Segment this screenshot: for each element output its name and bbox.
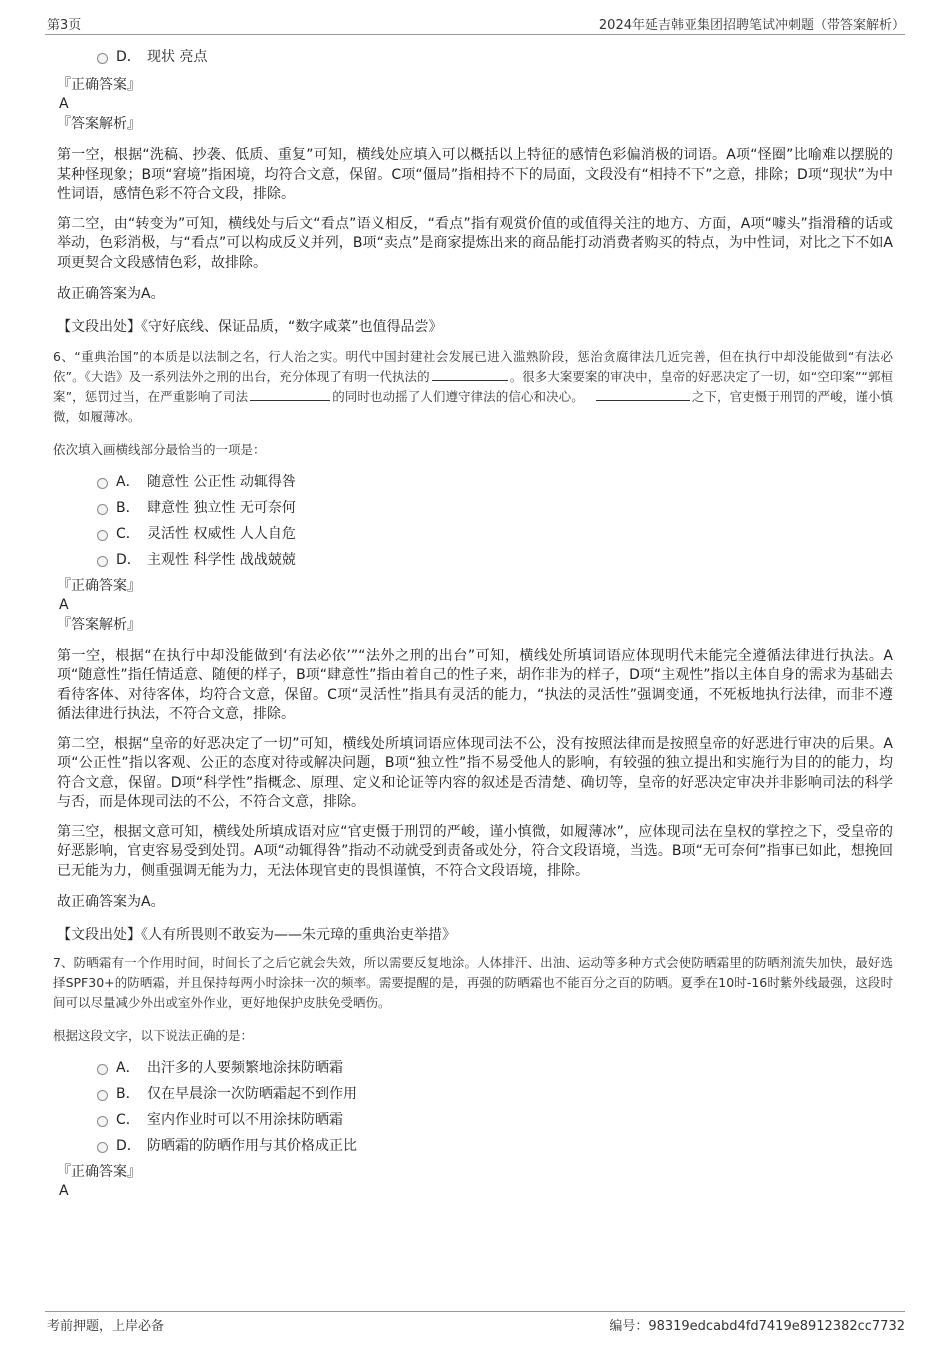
analysis-paragraph: 第二空，由“转变为”可知，横线处与后文“看点”语义相反，“看点”指有观赏价值的或值得关注的地方、方面，A项“噱头”指滑稽的话或举动，色彩消极，与“看点”可以构成反义并列，B项“卖点”是商家提炼出来的商品能打动消费者购买的特点，为中性词，对比之下不如A项更契合文段感情色彩，故排除。 — [57, 215, 893, 271]
blank-line — [596, 388, 690, 401]
correct-answer-label: 『正确答案』 — [57, 577, 141, 594]
q6-option-a[interactable] — [57, 469, 893, 495]
source-citation — [57, 925, 893, 945]
blank-line — [432, 368, 508, 381]
option-text: 主观性 科学性 战战兢兢 — [147, 551, 296, 568]
question-instruction: 根据这段文字，以下说法正确的是： — [53, 1027, 254, 1043]
q6-option-c[interactable] — [57, 521, 893, 547]
document-title: 2024年延吉韩亚集团招聘笔试冲刺题（带答案解析） — [598, 18, 905, 33]
source-citation — [57, 317, 893, 337]
radio-icon[interactable] — [97, 1142, 108, 1153]
option-letter: C． — [116, 1111, 140, 1128]
analysis-label: 『答案解析』 — [57, 616, 141, 633]
source-prefix: 【文段出处】 — [57, 318, 141, 335]
correct-answer-label: 『正确答案』 — [57, 1163, 141, 1180]
option-letter: D． — [116, 551, 141, 568]
analysis-label: 『答案解析』 — [57, 116, 141, 132]
correct-answer-value: A — [59, 96, 69, 112]
footer-slogan: 考前押题，上岸必备 — [47, 1319, 165, 1334]
q5-option-d[interactable] — [57, 44, 893, 70]
q7-option-b[interactable] — [57, 1081, 893, 1107]
option-text: 防晒霜的防晒作用与其价格成正比 — [147, 1137, 357, 1154]
q7-option-a[interactable] — [57, 1055, 893, 1081]
radio-icon[interactable] — [97, 1116, 108, 1127]
option-letter: B． — [116, 1085, 140, 1102]
radio-icon[interactable] — [97, 504, 108, 515]
document-id: 编号：98319edcabd4fd7419e8912382cc7732 — [609, 1319, 905, 1334]
option-letter: D． — [116, 1137, 141, 1154]
q6-option-d[interactable] — [57, 547, 893, 573]
page-content — [53, 44, 893, 1200]
option-text: 随意性 公正性 动辄得咎 — [147, 473, 296, 490]
page-footer — [45, 1311, 905, 1334]
correct-answer-value: A — [59, 1182, 69, 1199]
analysis-paragraph: 第三空，根据文意可知，横线处所填成语对应“官吏慑于刑罚的严峻，谨小慎微，如履薄冰”，应体现司法在皇权的掌控之下，受皇帝的好恶影响，官吏容易受到处罚。A项“动辄得咎”指动不动就受到责备或处分，符合文段语境，当选。B项“无可奈何”指事已如此，想挽回已无能为力，侧重强调无能为力，无法体现官吏的畏惧谨慎，不符合文段语境，排除。 — [57, 823, 893, 879]
q6-option-b[interactable] — [57, 495, 893, 521]
option-text: 现状 亮点 — [147, 49, 208, 65]
option-letter: A． — [116, 1059, 140, 1076]
blank-line — [250, 388, 330, 401]
analysis-conclusion: 故正确答案为A。 — [57, 894, 165, 910]
page-number: 第3页 — [47, 18, 82, 33]
q7-option-d[interactable] — [57, 1133, 893, 1159]
option-text: 仅在早晨涂一次防晒霜起不到作用 — [147, 1085, 357, 1102]
q7-option-c[interactable] — [57, 1107, 893, 1133]
option-text: 肆意性 独立性 无可奈何 — [147, 499, 296, 516]
question-instruction: 依次填入画横线部分最恰当的一项是： — [53, 441, 266, 457]
option-text: 出汗多的人要频繁地涂抹防晒霜 — [147, 1059, 343, 1076]
option-text: 室内作业时可以不用涂抹防晒霜 — [147, 1111, 343, 1128]
radio-icon[interactable] — [97, 478, 108, 489]
q7-options — [57, 1055, 893, 1159]
analysis-paragraph: 第一空，根据“在执行中却没能做到‘有法必依’”“法外之刑的出台”可知，横线处所填词语应体现明代未能完全遵循法律进行执法。A项“随意性”指任情适意、随便的样子，B项“肆意性”指由着自己的性子来，胡作非为的样子，D项“主观性”指以主体自身的需求为基础去看待客体、对待客体，均符合文意，保留。C项“灵活性”指具有灵活的能力，“执法的灵活性”强调变通，不死板地执行法律，而非不遵循法律进行执法，不符合文意，排除。 — [57, 647, 893, 722]
source-prefix: 【文段出处】 — [57, 926, 141, 943]
radio-icon[interactable] — [97, 530, 108, 541]
question-6-text: 6、“重典治国”的本质是以法制之名，行人治之实。明代中国封建社会发展已进入滥熟阶段，惩治贪腐律法几近完善，但在执行中却没能做到“有法必依”。《大诰》及一系列法外之刑的出台，充分体现了有明一代执法的 。很多大案要案的审决中，皇帝的好恶决定了一切，如“空印案”“郭桓案”，惩罚过当，在严重影响了司法 的同时也动摇了人们遵守律法的信心和决心。 之下，官吏慑于刑罚的严峻，谨小慎微，如履薄冰。 — [53, 348, 893, 424]
option-letter: A． — [116, 473, 140, 490]
correct-answer-value: A — [59, 596, 69, 613]
question-7-text: 7、防晒霜有一个作用时间，时间长了之后它就会失效，所以需要反复地涂。人体排汗、出油、运动等多种方式会使防晒霜里的防晒剂流失加快，最好选择SPF30+的防晒霜，并且保持每两小时涂抹一次的频率。需要提醒的是，再强的防晒霜也不能百分之百的防晒。夏季在10时-16时紫外线最强，这段时间可以尽量减少外出或室外作业，更好地保护皮肤免受晒伤。 — [53, 954, 893, 1010]
option-text: 灵活性 权威性 人人自危 — [147, 525, 296, 542]
analysis-paragraph: 第一空，根据“洗稿、抄袭、低质、重复”可知，横线处应填入可以概括以上特征的感情色彩偏消极的词语。A项“怪圈”比喻难以摆脱的某种怪现象；B项“窘境”指困境，均符合文意，保留。C项“僵局”指相持不下的局面，文段没有“相持不下”之意，排除；D项“现状”为中性词语，感情色彩不符合文段，排除。 — [57, 147, 893, 202]
option-letter: D． — [116, 49, 141, 65]
source-title: 《人有所畏则不敢妄为——朱元璋的重典治吏举措》 — [141, 926, 456, 943]
analysis-paragraph: 第二空，根据“皇帝的好恶决定了一切”可知，横线处所填词语应体现司法不公，没有按照法律而是按照皇帝的好恶进行审决的后果。A项“公正性”指以客观、公正的态度对待或解决问题，B项“独立性”指不易受他人的影响，有较强的独立提出和实施行为目的的能力，均符合文意，保留。D项“科学性”指概念、原理、定义和论证等内容的叙述是否清楚、确切等，皇帝的好恶决定审决并非影响司法的科学与否，而是体现司法的不公，不符合文意，排除。 — [57, 735, 893, 810]
radio-icon[interactable] — [97, 1064, 108, 1075]
option-letter: C． — [116, 525, 140, 542]
radio-icon[interactable] — [97, 556, 108, 567]
page-header — [45, 14, 905, 35]
correct-answer-label: 『正确答案』 — [57, 77, 141, 93]
source-title: 《守好底线、保证品质，“数字咸菜”也值得品尝》 — [141, 318, 443, 335]
q6-options — [57, 469, 893, 573]
analysis-conclusion: 故正确答案为A。 — [57, 286, 165, 302]
option-letter: B． — [116, 499, 140, 516]
radio-icon[interactable] — [97, 53, 108, 64]
radio-icon[interactable] — [97, 1090, 108, 1101]
